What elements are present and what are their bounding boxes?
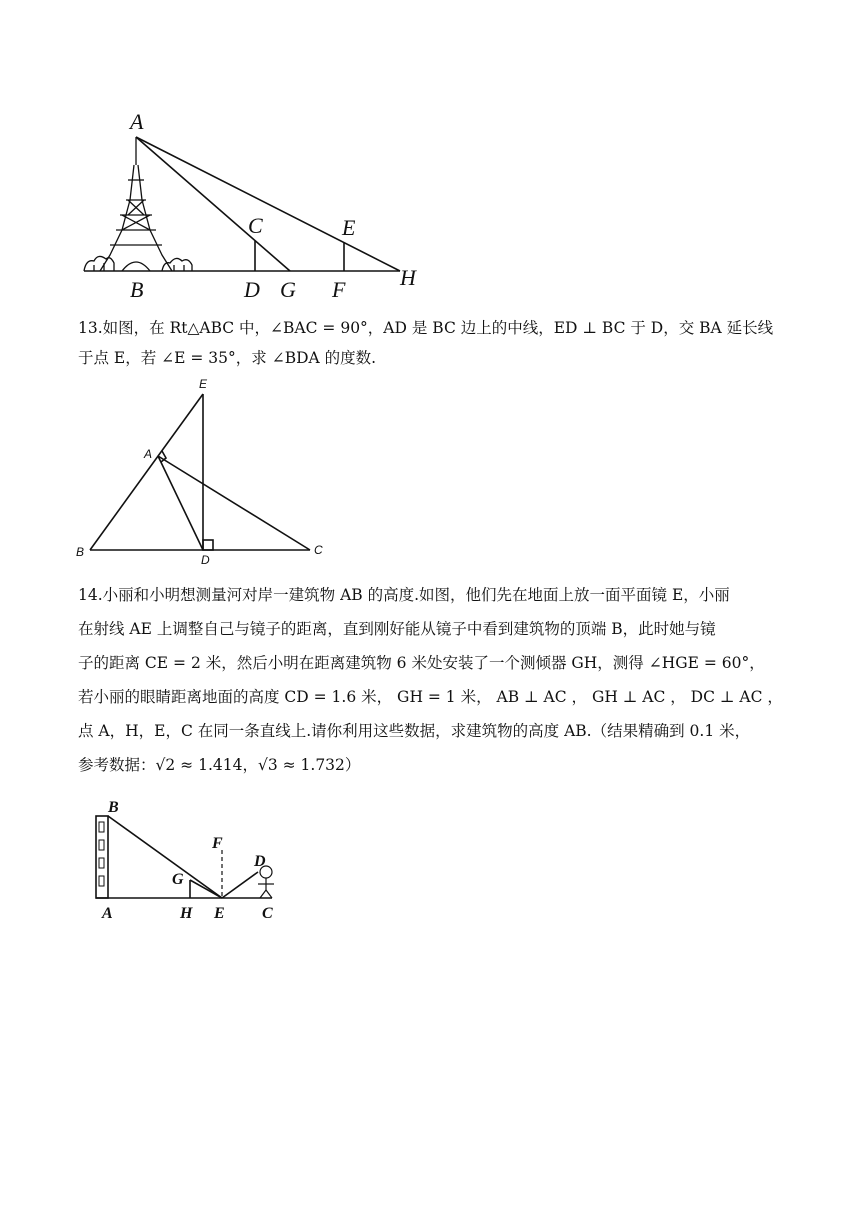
person-figure — [258, 866, 274, 898]
label-G: G — [172, 871, 184, 888]
label-H: H — [400, 265, 416, 290]
building-windows — [99, 822, 104, 886]
label-D: D — [201, 553, 210, 564]
label-C: C — [314, 543, 323, 557]
line-BE — [108, 816, 222, 898]
problem-14-line: 子的距离 CE = 2 米，然后小明在距离建筑物 6 米处安装了一个测倾器 GH，测得 ∠HGE = 60°， — [78, 654, 765, 672]
line-GE — [190, 880, 222, 898]
label-C: C — [248, 213, 263, 238]
problem-13-text — [78, 313, 790, 373]
label-D: D — [244, 277, 260, 302]
label-A: A — [144, 447, 153, 461]
label-E: E — [199, 377, 208, 391]
label-F: F — [212, 835, 223, 852]
label-B: B — [108, 799, 119, 816]
problem-14-text — [78, 580, 790, 780]
label-E: E — [342, 215, 356, 240]
figure-right-triangle — [70, 372, 340, 564]
label-G: G — [280, 277, 296, 302]
label-A: A — [102, 905, 113, 922]
label-B: B — [76, 545, 85, 559]
problem-13-line: 13.如图，在 Rt△ABC 中，∠BAC = 90°，AD 是 BC 边上的中线，ED ⊥ BC 于 D，交 BA 延长线 — [78, 319, 774, 337]
label-B: B — [130, 277, 144, 302]
line-BE — [90, 394, 203, 550]
label-D: D — [254, 853, 266, 870]
problem-14-line: 若小丽的眼睛距离地面的高度 CD = 1.6 米， GH = 1 米， AB ⊥ AC ， GH ⊥ AC ， DC ⊥ AC ， — [78, 688, 783, 706]
label-F: F — [332, 277, 346, 302]
label-C: C — [262, 905, 273, 922]
problem-14-line: 点 A，H，E，C 在同一条直线上.请你利用这些数据，求建筑物的高度 AB.（结果精确到 0.1 米， — [78, 722, 751, 740]
label-H: H — [180, 905, 193, 922]
label-A: A — [130, 109, 144, 134]
label-E: E — [214, 905, 225, 922]
line-ED — [222, 872, 258, 898]
problem-13-line: 于点 E，若 ∠E = 35°，求 ∠BDA 的度数. — [78, 349, 377, 367]
figure-tower-diagram — [70, 105, 430, 305]
problem-14-line: 在射线 AE 上调整自己与镜子的距离，直到刚好能从镜子中看到建筑物的顶端 B，此时她与镜 — [78, 620, 716, 638]
right-angle-mark-D — [203, 540, 213, 550]
problem-14-line: 14.小丽和小明想测量河对岸一建筑物 AB 的高度.如图，他们先在地面上放一面平面镜 E，小丽 — [78, 586, 730, 604]
figure-building-mirror — [88, 796, 298, 924]
problem-14-line: 参考数据：√2 ≈ 1.414，√3 ≈ 1.732） — [78, 756, 361, 774]
